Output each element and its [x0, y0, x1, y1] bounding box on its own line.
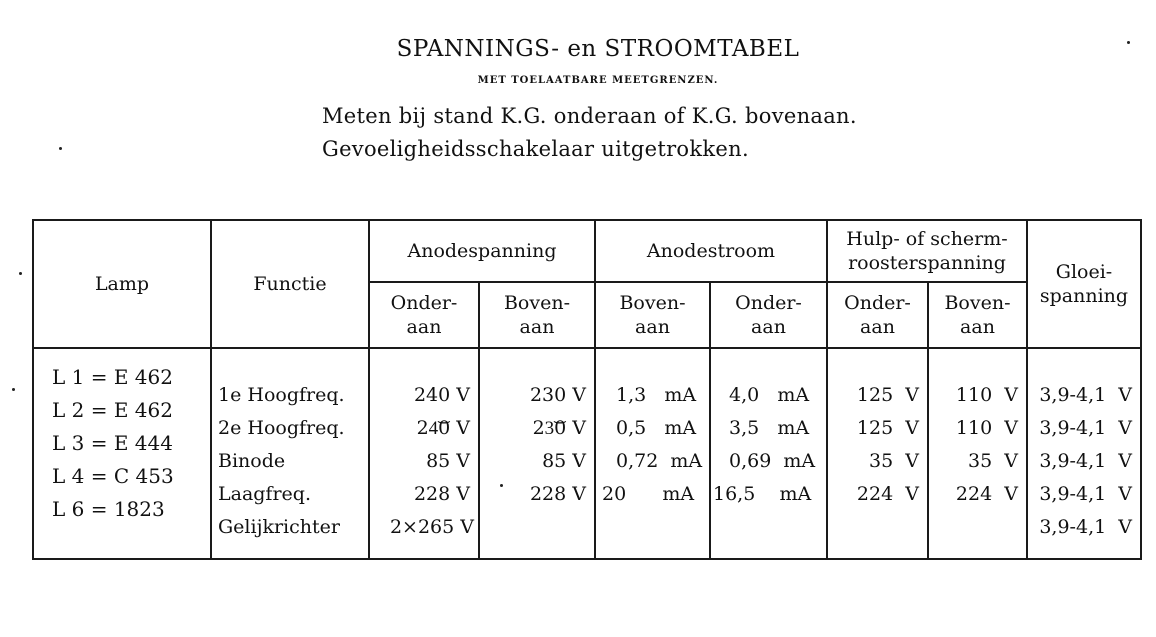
voltage-current-table [32, 219, 1142, 560]
subheader-hulp-bovenaan [928, 282, 1027, 348]
subheader-anodestroom-onderaan [710, 282, 827, 348]
subheader-anodespanning-onderaan [369, 282, 479, 348]
value-cell: 3,9-4,1 V [1039, 384, 1132, 406]
header-hulp-line-1: Hulp- of scherm- [846, 228, 1008, 250]
anodespanning-onderaan-column [369, 348, 479, 559]
value-cell: 35 V [869, 450, 919, 472]
value-cell: 228 V [413, 483, 470, 505]
header-lamp: Lamp [33, 220, 211, 348]
scan-speck [59, 147, 62, 150]
value-cell: 3,5 mA [729, 417, 810, 439]
functie-cell: Laagfreq. [218, 483, 311, 505]
subheader-line: aan [860, 316, 895, 338]
scan-speck [12, 388, 15, 391]
scan-speck [1127, 41, 1130, 44]
gloeispanning-column [1027, 348, 1141, 559]
subheader-line: aan [751, 316, 786, 338]
value-cell [596, 511, 709, 544]
subheader-line: aan [960, 316, 995, 338]
value-cell: 224 V [856, 483, 919, 505]
header-hulp-line-2: roosterspanning [848, 252, 1006, 274]
lamp-column [33, 348, 211, 559]
value-cell: 110 V [955, 417, 1018, 439]
value-cell: 3,9-4,1 V [1039, 417, 1132, 439]
lamp-cell: L 1 = E 462 [52, 365, 173, 389]
value-cell: 20 mA [602, 483, 695, 505]
hulp-onderaan-column [827, 348, 928, 559]
value-cell [929, 511, 1026, 544]
value-cell: 85 V [426, 450, 470, 472]
value-cell: 0,72 mA [616, 450, 703, 472]
subheader-line: Boven- [619, 292, 686, 314]
functie-cell: Binode [218, 450, 286, 472]
value-cell: 4,0 mA [729, 384, 810, 406]
lamp-cell: L 2 = E 462 [52, 398, 173, 422]
value-cell: 0,69 mA [729, 450, 816, 472]
functie-cell: 1e Hoogfreq. [218, 384, 345, 406]
lamp-cell: L 4 = C 453 [52, 464, 174, 488]
scan-speck [19, 272, 22, 275]
instruction-line-1: Meten bij stand K.G. onderaan of K.G. bovenaan. [322, 104, 857, 128]
header-anodestroom: Anodestroom [595, 220, 827, 282]
value-cell: 110 V [955, 384, 1018, 406]
functie-column [211, 348, 369, 559]
value-cell: 3,9-4,1 V [1039, 450, 1132, 472]
value-cell [711, 511, 826, 544]
value-cell: 230 V [529, 384, 586, 406]
subheader-line: Onder- [390, 292, 458, 314]
value-cell: 3,9-4,1 V [1039, 516, 1132, 538]
anodestroom-onderaan-column [710, 348, 827, 559]
header-anodespanning: Anodespanning [369, 220, 595, 282]
subheader-line: Onder- [735, 292, 802, 314]
functie-cell: Gelijkrichter [218, 516, 340, 538]
subheader-line: Boven- [944, 292, 1011, 314]
value-cell: 1,3 mA [616, 384, 697, 406]
anodespanning-bovenaan-column [479, 348, 595, 559]
subheader-line: aan [519, 316, 555, 338]
value-cell: 240 V [413, 384, 470, 406]
lamp-cell: L 3 = E 444 [52, 431, 173, 455]
value-cell: 3,9-4,1 V [1039, 483, 1132, 505]
value-cell: 2×265 V [389, 516, 474, 538]
header-gloei-line-2: spanning [1039, 285, 1129, 307]
subheader-line: Boven- [503, 292, 571, 314]
page-subtitle: MET TOELAATBARE MEETGRENZEN. [477, 75, 719, 86]
header-gloeispanning [1027, 220, 1141, 348]
value-cell: 228 V [529, 483, 586, 505]
table-body-row [33, 348, 1141, 559]
value-cell [480, 511, 594, 544]
value-cell: 224 V [955, 483, 1018, 505]
lamp-cell: L 6 = 1823 [52, 497, 165, 521]
subheader-anodestroom-bovenaan [595, 282, 710, 348]
value-cell: 23͝0 V [532, 417, 586, 439]
anodestroom-bovenaan-column [595, 348, 710, 559]
value-cell: 0,5 mA [616, 417, 697, 439]
value-cell [828, 511, 927, 544]
value-cell: 85 V [542, 450, 586, 472]
page-title: SPANNINGS- en STROOMTABEL [396, 36, 800, 62]
value-cell: 16,5 mA [713, 483, 812, 505]
functie-cell: 2e Hoogfreq. [218, 417, 345, 439]
hulp-bovenaan-column [928, 348, 1027, 559]
subheader-line: Onder- [844, 292, 911, 314]
subheader-hulp-onderaan [827, 282, 928, 348]
instruction-line-2: Gevoeligheidsschakelaar uitgetrokken. [322, 137, 749, 161]
value-cell: 35 V [968, 450, 1018, 472]
subheader-anodespanning-bovenaan [479, 282, 595, 348]
header-gloei-line-1: Gloei- [1055, 261, 1113, 283]
value-cell: 24͝0 V [416, 417, 470, 439]
header-functie: Functie [211, 220, 369, 348]
subheader-line: aan [406, 316, 442, 338]
subheader-line: aan [635, 316, 670, 338]
value-cell: 125 V [856, 384, 919, 406]
value-cell: 125 V [856, 417, 919, 439]
header-hulpspanning [827, 220, 1027, 282]
